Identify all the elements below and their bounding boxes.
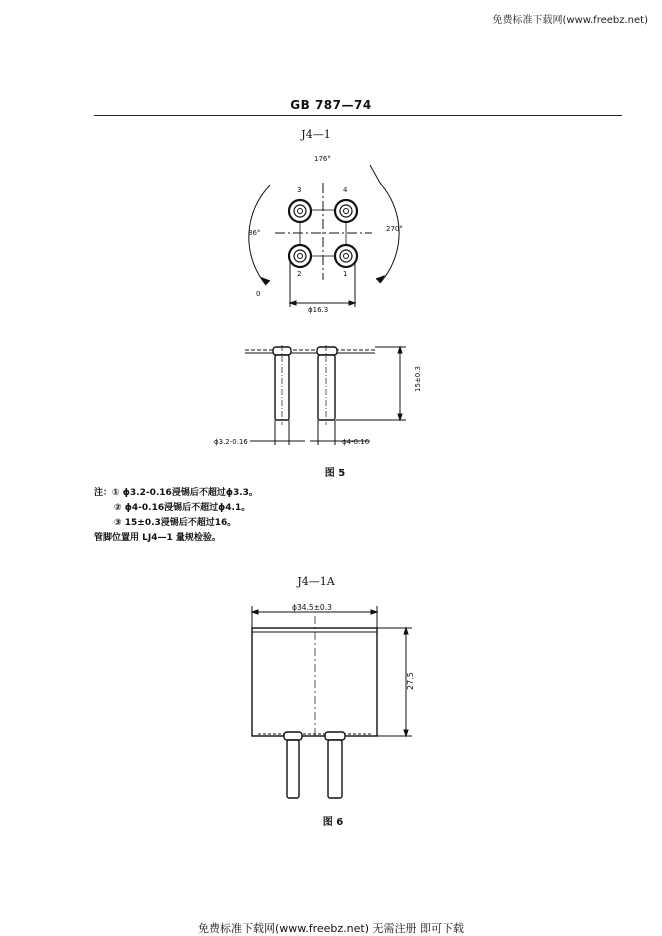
note-4: 管脚位置用 LJ4—1 量规检验。 bbox=[94, 533, 221, 543]
figure6-drawing bbox=[240, 598, 420, 808]
note-1-text: ① ϕ3.2-0.16浸锡后不超过ϕ3.3。 bbox=[112, 488, 258, 498]
angle-270: 270° bbox=[386, 225, 403, 233]
dim-pin-left: ϕ3.2-0.16 bbox=[214, 438, 248, 446]
dim-height-6: 27.5 bbox=[406, 672, 415, 690]
figure6-caption: J4—1A bbox=[297, 575, 335, 588]
pin-1 bbox=[335, 245, 357, 267]
pin-label-1: 1 bbox=[343, 270, 348, 278]
dim-pitch: ϕ16.3 bbox=[308, 306, 329, 314]
figure5-top-view bbox=[230, 145, 430, 320]
dim-pin-right: ϕ4-0.16 bbox=[342, 438, 370, 446]
dim-width: ϕ34.5±0.3 bbox=[292, 603, 332, 612]
note-3: ③ 15±0.3浸锡后不超过16。 bbox=[114, 518, 237, 528]
note-2: ② ϕ4-0.16浸锡后不超过ϕ4.1。 bbox=[114, 503, 251, 513]
figure5-label: 图 5 bbox=[324, 468, 346, 479]
footer-text: 免费标准下载网(www.freebz.net) 无需注册 即可下载 bbox=[197, 922, 465, 935]
angle-0: 0 bbox=[256, 290, 261, 298]
angle-176: 176° bbox=[314, 155, 331, 163]
notes-block bbox=[94, 486, 258, 546]
pin-label-4: 4 bbox=[343, 186, 348, 194]
pin-4 bbox=[335, 200, 357, 222]
figure6-label: 图 6 bbox=[322, 817, 344, 828]
document-code: GB 787—74 bbox=[290, 98, 372, 112]
watermark-top: 免费标准下载网(www.freebz.net) bbox=[492, 15, 648, 26]
pin-label-3: 3 bbox=[297, 186, 302, 194]
header-rule bbox=[94, 115, 622, 116]
note-lead: 注： bbox=[94, 488, 113, 498]
dim-height: 15±0.3 bbox=[414, 366, 422, 392]
angle-86: 86° bbox=[248, 229, 261, 237]
pin-label-2: 2 bbox=[297, 270, 302, 278]
figure5-caption: J4—1 bbox=[301, 128, 331, 141]
pin-2 bbox=[289, 245, 311, 267]
note-1 bbox=[94, 486, 258, 501]
figure5-side-view bbox=[210, 335, 420, 460]
pin-3 bbox=[289, 200, 311, 222]
